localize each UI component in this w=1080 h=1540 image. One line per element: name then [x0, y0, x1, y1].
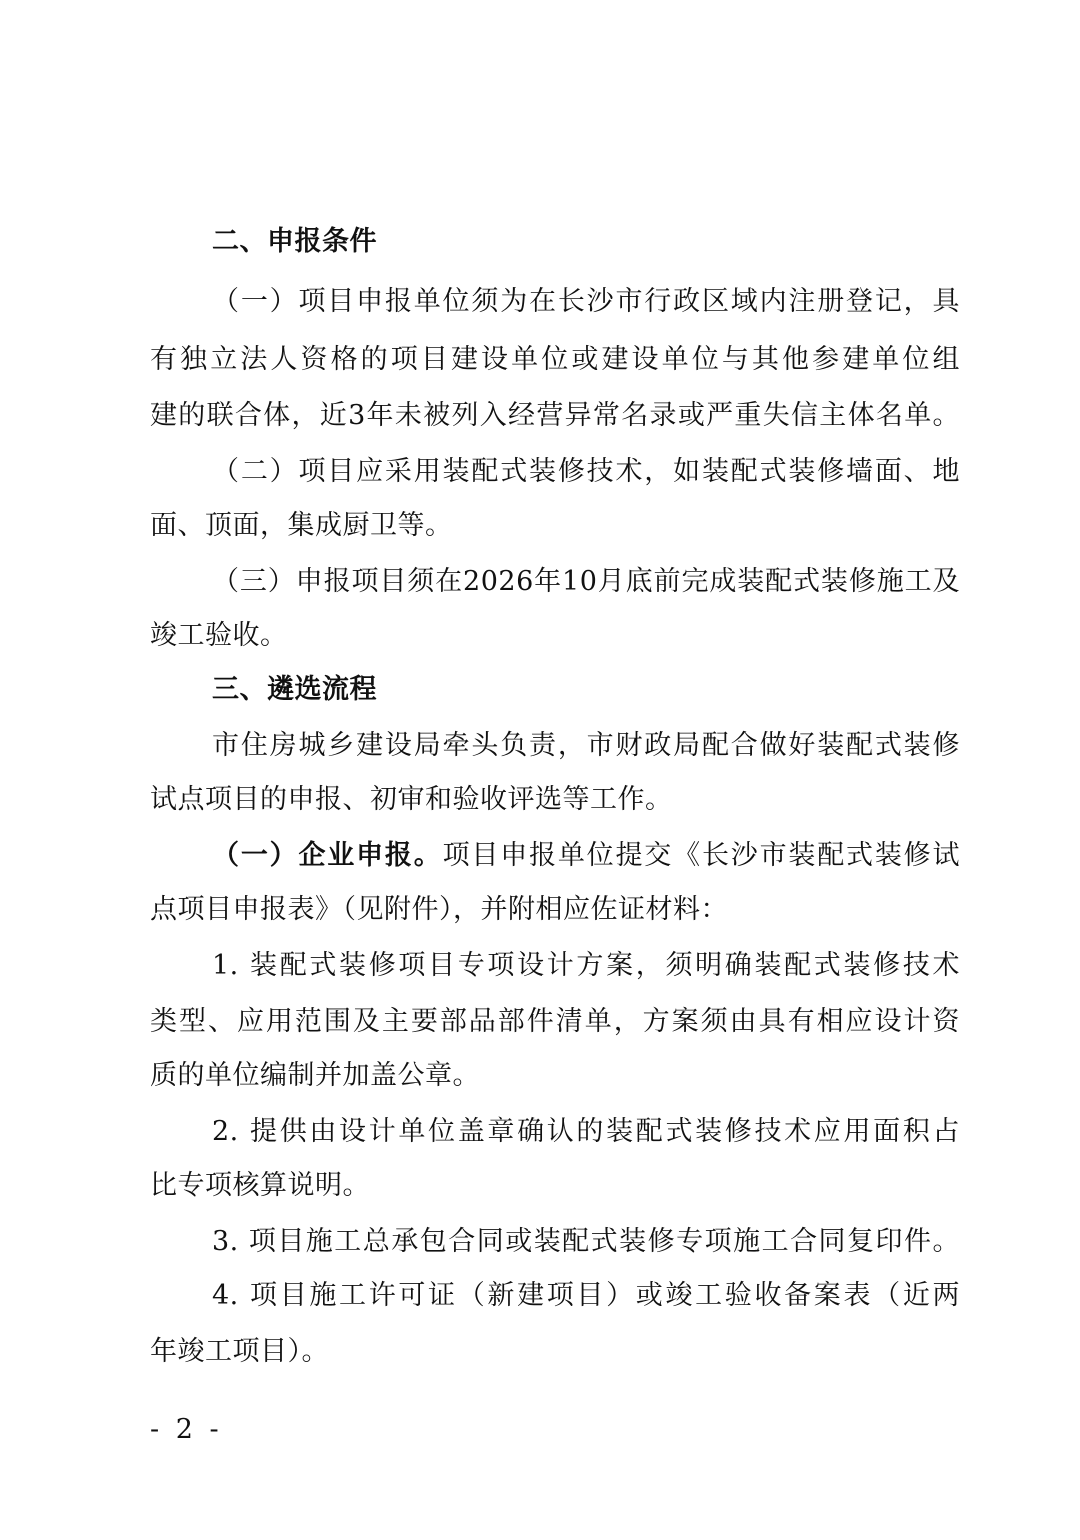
section-heading-application-conditions: 二、申报条件: [212, 226, 377, 257]
paragraph-line: 面、顶面，集成厨卫等。: [150, 510, 453, 541]
paragraph-line: 市住房城乡建设局牵头负责，市财政局配合做好装配式装修: [212, 730, 960, 761]
list-item-line: 1. 装配式装修项目专项设计方案，须明确装配式装修技术: [212, 950, 960, 981]
paragraph-line: 竣工验收。: [150, 620, 288, 651]
page-number: - 2 -: [150, 1414, 223, 1445]
paragraph-line: 试点项目的申报、初审和验收评选等工作。: [150, 784, 673, 815]
paragraph-line: 有独立法人资格的项目建设单位或建设单位与其他参建单位组: [150, 344, 960, 375]
list-item-line: 年竣工项目）。: [150, 1336, 329, 1367]
list-item-line: 质的单位编制并加盖公章。: [150, 1060, 480, 1091]
section-heading-selection-process: 三、遴选流程: [212, 674, 377, 705]
paragraph-line: （三）申报项目须在2026年10月底前完成装配式装修施工及: [212, 566, 960, 597]
list-item-line: 比专项核算说明。: [150, 1170, 370, 1201]
list-item-line: 类型、应用范围及主要部品部件清单，方案须由具有相应设计资: [150, 1006, 960, 1037]
paragraph-line: [212, 838, 960, 874]
paragraph-line: 建的联合体，近3年未被列入经营异常名录或严重失信主体名单。: [150, 400, 960, 431]
paragraph-line: （一）项目申报单位须为在长沙市行政区域内注册登记，具: [212, 286, 960, 317]
step-lead-enterprise-application: （一）企业申报。: [212, 840, 443, 871]
paragraph-line: 点项目申报表》（见附件），并附相应佐证材料：: [150, 894, 728, 925]
list-item-line: 4. 项目施工许可证（新建项目）或竣工验收备案表（近两: [212, 1280, 960, 1311]
list-item-line: 3. 项目施工总承包合同或装配式装修专项施工合同复印件。: [212, 1226, 960, 1257]
list-item-line: 2. 提供由设计单位盖章确认的装配式装修技术应用面积占: [212, 1116, 960, 1147]
step-text: 项目申报单位提交《长沙市装配式装修试: [442, 840, 961, 871]
paragraph-line: （二）项目应采用装配式装修技术，如装配式装修墙面、地: [212, 456, 960, 487]
